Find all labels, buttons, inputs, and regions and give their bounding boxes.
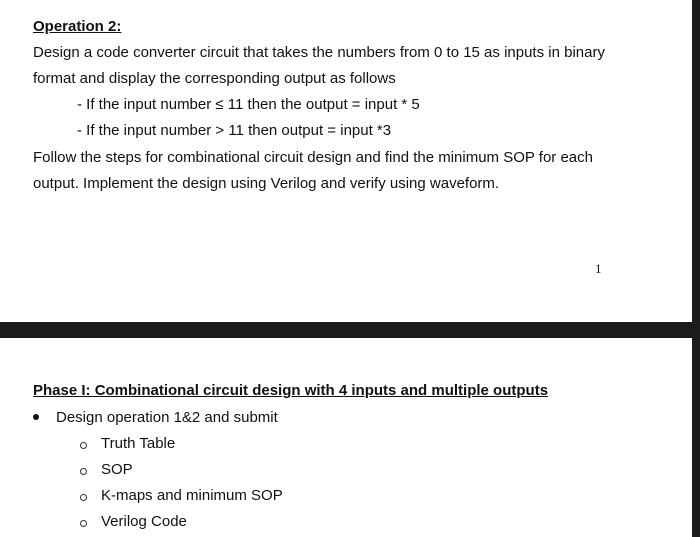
sub-item-1: Truth Table: [101, 435, 176, 452]
paragraph-line-1: Design a code converter circuit that takes the numbers from 0 to 15 as inputs in binary: [33, 44, 605, 61]
bullet-dot: [33, 414, 39, 420]
closing-line-2: output. Implement the design using Verilog and verify using waveform.: [33, 175, 500, 192]
closing-line-1: Follow the steps for combinational circuit design and find the minimum SOP for each: [33, 149, 593, 166]
phase-heading: Phase I: Combinational circuit design with 4 inputs and multiple outputs: [33, 382, 549, 399]
operation-heading: Operation 2:: [33, 18, 122, 35]
sub-item-3: K-maps and minimum SOP: [101, 487, 283, 504]
paragraph-line-2: format and display the corresponding output as follows: [33, 70, 396, 87]
sub-bullet-circle-4: [80, 520, 87, 527]
sub-bullet-circle-3: [80, 494, 87, 501]
document-page-2: [0, 338, 692, 537]
sub-item-2: SOP: [101, 461, 133, 478]
page-number: 1: [595, 261, 602, 276]
bullet-text: Design operation 1&2 and submit: [56, 409, 278, 426]
sub-item-4: Verilog Code: [101, 513, 187, 530]
rule-line-2: - If the input number > 11 then output = input *3: [77, 122, 392, 139]
rule-line-1: - If the input number ≤ 11 then the output = input * 5: [77, 96, 420, 113]
sub-bullet-circle-1: [80, 442, 87, 449]
sub-bullet-circle-2: [80, 468, 87, 475]
